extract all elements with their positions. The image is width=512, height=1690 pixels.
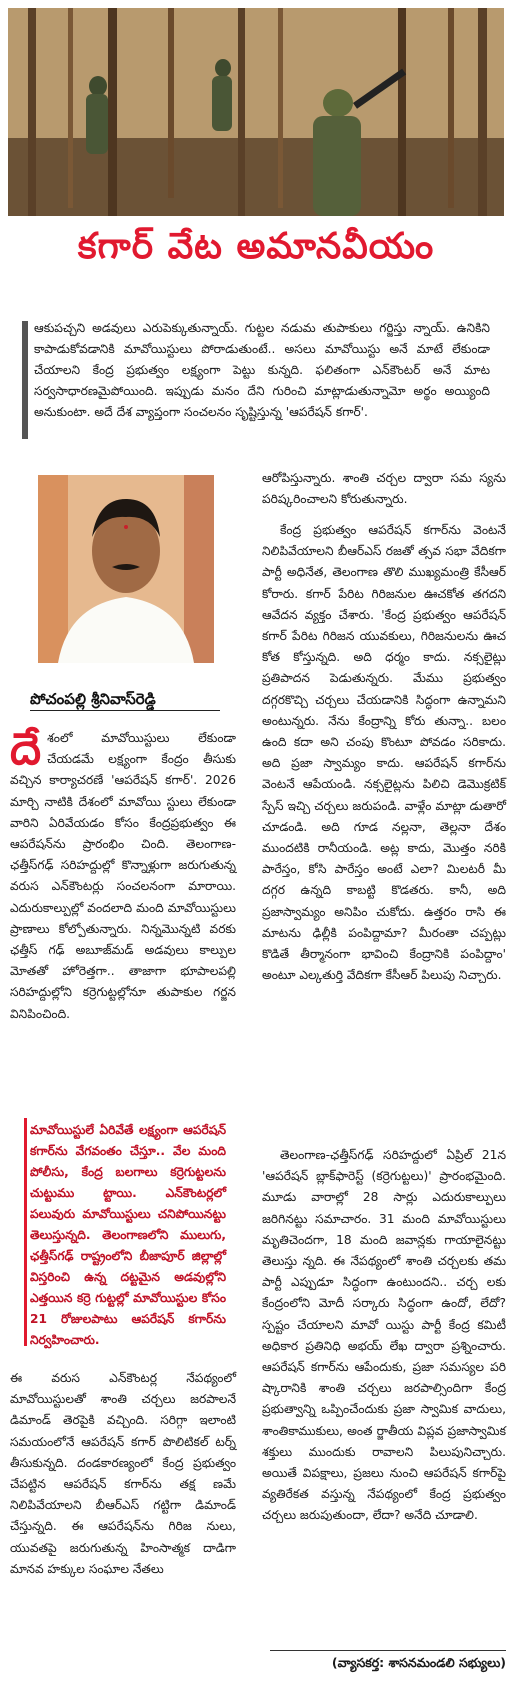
author-divider — [30, 710, 220, 711]
dropcap: దే — [10, 724, 42, 775]
author-photo — [38, 475, 214, 663]
right-column-p1: ఆరోపిస్తున్నారు. శాంతి చర్చల ద్వారా సమ స్యను పరిష్కరించాలని కోరుతున్నారు. — [262, 471, 506, 507]
left-column-lead — [10, 724, 236, 1025]
left-column-tail: ఈ వరుస ఎన్‌కౌంటర్ల నేపథ్యంలో మావోయిస్టులతో శాంతి చర్చలు జరపాలనే డిమాండ్‌ తెరపైకి వచ్చింది. సరిగ్గా ఇలాంటి సమయంలోనే ఆపరేషన్‌ కగార్‌ పొలిటికల్‌ టర్న్‌ తీసుకున్నది. దండకారణ్యంలో కేంద్ర ప్రభుత్వం చేపట్టిన ఆపరేషన్‌ కగార్‌ను తక్ష ణమే నిలిపివేయాలని బీఆర్‌ఎస్‌ గట్టిగా డిమాండ్‌ చేస్తున్నది. ఈ ఆపరేషన్‌ను గిరిజ నులు, యువతపై జరుగుతున్న హింసాత్మక దాడిగా మానవ హక్కుల సంఘాల నేతలు — [10, 1371, 236, 1576]
right-column-p2: కేంద్ర ప్రభుత్వం ఆపరేషన్‌ కగార్‌ను వెంటనే నిలిపివేయాలని బీఆర్‌ఎస్‌ రజతో త్సవ సభా వేదికగా పార్టీ అధినేత, తెలంగాణ తొలి ముఖ్యమంత్రి కేసీఆర్‌ కోరారు. కగార్‌ పేరిట గిరిజనుల ఊచకోత తగదని ఆవేదన వ్యక్తం చేశారు. 'కేంద్ర ప్రభుత్వం ఆపరేషన్‌ కగార్‌ పేరిట గిరిజన యువకులు, గిరిజనులను ఊచ కోత కోస్తున్నది. అది ధర్మం కాదు. నక్సలైట్లు ప్రతిపాదన పెడుతున్నరు. మేము ప్రభుత్వం దగ్గరకొచ్చి చర్చలు చేయడానికి సిద్ధంగా ఉన్నామని అంటున్నరు. నేను కేంద్రాన్ని కోరు తున్నా.. బలం ఉంది కదా అని చంపు కొంటూ పోవడం సరికాదు. అది ప్రజా స్వామ్యం కాదు. ఆపరేషన్‌ కగార్‌ను వెంటనే ఆపేయండి. నక్సలైట్లను పిలిచి డెమొక్రటిక్‌ స్పేస్‌ ఇచ్చి చర్చలు జరుపండి. వాళ్లేం మాట్లా డుతారో చూడండి. అది గూడ నల్లనా, తెల్లనా దేశం ముందటికి రానీయండి. అట్ల కాదు, మొత్తం నరికి పారేస్తం, కోసి పారేస్తం అంటే ఎలా? మిలటరీ మీ దగ్గర ఉన్నది కాబట్టి కొడతరు. కానీ, అది ప్రజాస్వామ్యం అనిపిం చుకోదు. ఉత్తరం రాసి ఈ మాటను ఢిల్లీకి పంపిద్దామా? మీరంతా చప్పట్లు కొడితే తీర్మానంగా భావించి కేంద్రానికి పంపిద్దాం' అంటూ ఎల్కతుర్తి వేదికగా కేసీఆర్‌ పిలుపు నిచ్చారు. — [262, 523, 506, 983]
intro-bar — [22, 321, 28, 439]
author-credit: (వ్యాసకర్త: శాసనమండలి సభ్యులు) — [331, 1655, 506, 1670]
author-name: పోచంపల్లి శ్రీనివాస్‌రెడ్డి — [30, 690, 156, 708]
soldiers-forest-photo — [8, 8, 504, 216]
intro-paragraph: ఆకుపచ్చని అడవులు ఎరుపెక్కుతున్నాయ్‌. గుట్టల నడుమ తుపాకులు గర్జిస్తు న్నాయ్‌. ఉనికిని కాపాడుకోవడానికి మావోయిస్టులు పోరాడుతుంటే.. అసలు మావోయిస్టు అనే మాటే లేకుండా చేయాలని కేంద్ర ప్రభుత్వం లక్ష్యంగా పెట్టు కున్నది. ఫలితంగా ఎన్‌కౌంటర్‌ అనే మాట సర్వసాధారణమైపోయింది. ఇప్పుడు మనం దేని గురించి మాట్లాడుతున్నామో అర్థం అయ్యింది అనుకుంటా. అదే దేశ వ్యాప్తంగా సంచలనం సృష్టిస్తున్న 'ఆపరేషన్‌ కగార్‌'. — [34, 321, 490, 419]
lead-paragraph: శంలో మావోయిస్టులు లేకుండా చేయడమే లక్ష్యంగా కేంద్రం తీసుకు వచ్చిన కార్యాచరణే 'ఆపరేషన్‌ కగార్‌'. 2026 మార్చి నాటికి దేశంలో మావోయి స్టులు లేకుండా వారిని ఏరివేయడం కోసం కేంద్రప్రభుత్వం ఈ ఆపరేషన్‌ను ప్రారంభిం చింది. తెలంగాణ- ఛత్తీస్‌గఢ్‌ సరిహద్దుల్లో కొన్నాళ్లుగా జరుగుతున్న వరుస ఎన్‌కౌంటర్లు సంచలనంగా మారాయి. ఎదురుకాల్పుల్లో వందలాది మంది మావోయిస్టులు ప్రాణాలు కోల్పోతున్నారు. నిన్నమొన్నటి వరకు ఛత్తీస్‌ గఢ్‌ అబూజ్‌మడ్‌ అడవులు కాల్పుల మోతతో హోరెత్తగా.. తాజాగా భూపాలపల్లి సరిహద్దుల్లోని కర్రెగుట్టల్లోనూ తుపాకుల గర్జన వినిపించింది. — [10, 731, 236, 1021]
right-column-p3: తెలంగాణ-ఛత్తీస్‌గఢ్‌ సరిహద్దులో ఏప్రిల్‌ 21న 'ఆపరేషన్‌ బ్లాక్‌ఫారెస్ట్‌ (కర్రెగుట్టలు)' ప్రారంభమైంది. మూడు వారాల్లో 28 సార్లు ఎదురుకాల్పులు జరిగినట్టు సమాచారం. 31 మంది మావోయిస్టులు మృతిచెందగా, 18 మంది జవాన్లకు గాయాలైనట్టు తెలుస్తు న్నది. ఈ నేపథ్యంలో శాంతి చర్చలకు తమ పార్టీ ఎప్పుడూ సిద్ధంగా ఉంటుందని.. చర్చ లకు కేంద్రంలోని మోదీ సర్కారు సిద్ధంగా ఉందో, లేదో? స్పష్టం చేయాలని మావో యిస్టు పార్టీ కేంద్ర కమిటీ అధికార ప్రతినిధి అభయ్‌ లేఖ ద్వారా ప్రశ్నించారు. ఆపరేషన్‌ కగార్‌ను ఆపేందుకు, ప్రజా సమస్యల పరి ష్కారానికి శాంతి చర్చలు జరపాల్సిందిగా కేంద్ర ప్రభుత్వాన్ని ఒప్పించేందుకు ప్రజా స్వామిక వాదులు, శాంతికాముకులు, అంత ర్జాతీయ విప్లవ ప్రజాస్వామిక శక్తులు ముందుకు రావాలని పిలుపునిచ్చారు. అయితే విపక్షాలు, ప్రజలు నుంచి ఆపరేషన్‌ కగార్‌పై వ్యతిరేకత వస్తున్న నేపథ్యంలో కేంద్ర ప్రభుత్వం చర్చలు జరుపుతుందా, లేదా? అనేది చూడాలి. — [262, 1148, 506, 1523]
credit-divider — [270, 1650, 506, 1651]
headline: కగార్ వేట అమానవీయం — [77, 226, 435, 267]
pull-quote: మావోయిస్టులే ఏరివేతే లక్ష్యంగా ఆపరేషన్‌ కగార్‌ను వేగవంతం చేస్తూ.. వేల మంది పోలీసు, కేంద్ర బలగాలు కర్రెగుట్టలను చుట్టుము ట్టాయి. ఎన్‌కౌంటర్లలో పలువురు మావోయిస్టులు చనిపోయినట్టు తెలుస్తున్నది. తెలంగాణలోని ములుగు, ఛత్తీస్‌గఢ్‌ రాష్ట్రంలోని బీజాపూర్‌ జిల్లాల్లో విస్తరించి ఉన్న దట్టమైన అడవుల్లోని ఎత్తయిన కర్రె గుట్టల్లో మావోయిస్టుల కోసం 21 రోజులపాటు ఆపరేషన్‌ కగార్‌ను నిర్వహించారు. — [30, 1123, 226, 1347]
quote-bar — [24, 1118, 27, 1346]
